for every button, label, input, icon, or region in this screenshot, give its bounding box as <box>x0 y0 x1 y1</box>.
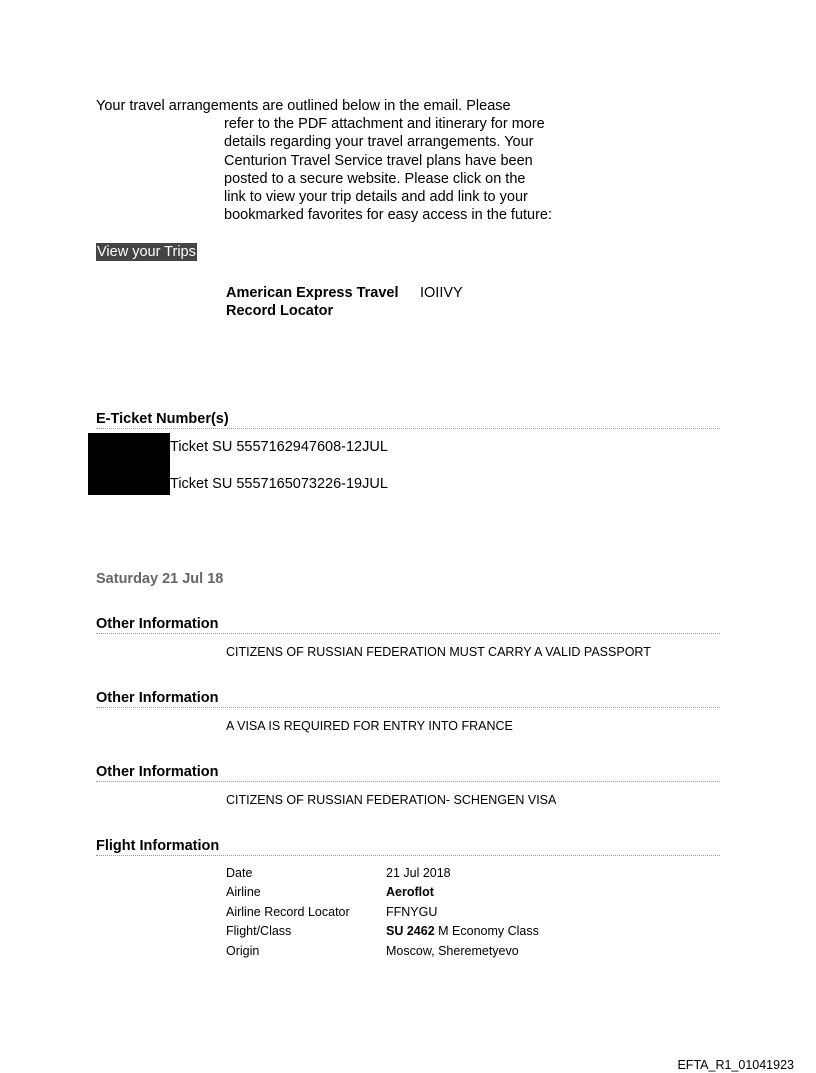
flight-class: M Economy Class <box>438 924 539 938</box>
other-info-text: CITIZENS OF RUSSIAN FEDERATION MUST CARRY A VALID PASSPORT <box>226 645 651 659</box>
intro-line: bookmarked favorites for easy access in the future: <box>224 207 553 224</box>
intro-line: Centurion Travel Service travel plans have been <box>224 152 533 169</box>
section-divider <box>96 781 720 782</box>
other-info-heading: Other Information <box>96 616 219 632</box>
document-id: EFTA_R1_01041923 <box>677 1058 794 1072</box>
eticket-heading: E-Ticket Number(s) <box>96 411 229 427</box>
flight-airline-value: Aeroflot <box>386 885 434 899</box>
flight-origin-label: Origin <box>226 944 260 958</box>
section-divider <box>96 428 720 429</box>
day-heading: Saturday 21 Jul 18 <box>96 571 224 587</box>
flight-date-label: Date <box>226 866 253 880</box>
ticket-number: Ticket SU 5557165073226-19JUL <box>170 476 388 492</box>
intro-line: details regarding your travel arrangements. Your <box>224 134 534 151</box>
record-locator-label-line1: American Express Travel <box>226 285 399 301</box>
record-locator-label <box>226 284 399 320</box>
intro-line: link to view your trip details and add link to your <box>224 189 528 206</box>
flight-origin-value: Moscow, Sheremetyevo <box>386 944 519 958</box>
intro-paragraph <box>224 115 604 225</box>
intro-first-line: Your travel arrangements are outlined below in the email. Please <box>96 98 511 114</box>
flight-airline-label: Airline <box>226 885 261 899</box>
record-locator-label-line2: Record Locator <box>226 303 334 319</box>
flight-class-value <box>386 923 539 939</box>
flight-number: SU 2462 <box>386 924 435 938</box>
flight-info-heading: Flight Information <box>96 838 220 854</box>
view-trips-link[interactable]: View your Trips <box>97 244 196 260</box>
intro-line: refer to the PDF attachment and itinerary for more <box>224 116 545 132</box>
flight-date-value: 21 Jul 2018 <box>386 866 451 880</box>
record-locator-value: IOIIVY <box>420 285 463 301</box>
other-info-text: CITIZENS OF RUSSIAN FEDERATION- SCHENGEN VISA <box>226 793 557 807</box>
flight-locator-value: FFNYGU <box>386 905 438 919</box>
other-info-text: A VISA IS REQUIRED FOR ENTRY INTO FRANCE <box>226 719 513 733</box>
section-divider <box>96 707 720 708</box>
flight-class-label: Flight/Class <box>226 924 292 938</box>
other-info-heading: Other Information <box>96 690 219 706</box>
other-info-heading: Other Information <box>96 764 219 780</box>
redaction-block <box>88 433 170 495</box>
section-divider <box>96 855 720 856</box>
section-divider <box>96 633 720 634</box>
ticket-number: Ticket SU 5557162947608-12JUL <box>170 439 388 455</box>
intro-line: posted to a secure website. Please click on the <box>224 170 526 187</box>
flight-locator-label: Airline Record Locator <box>226 905 350 919</box>
